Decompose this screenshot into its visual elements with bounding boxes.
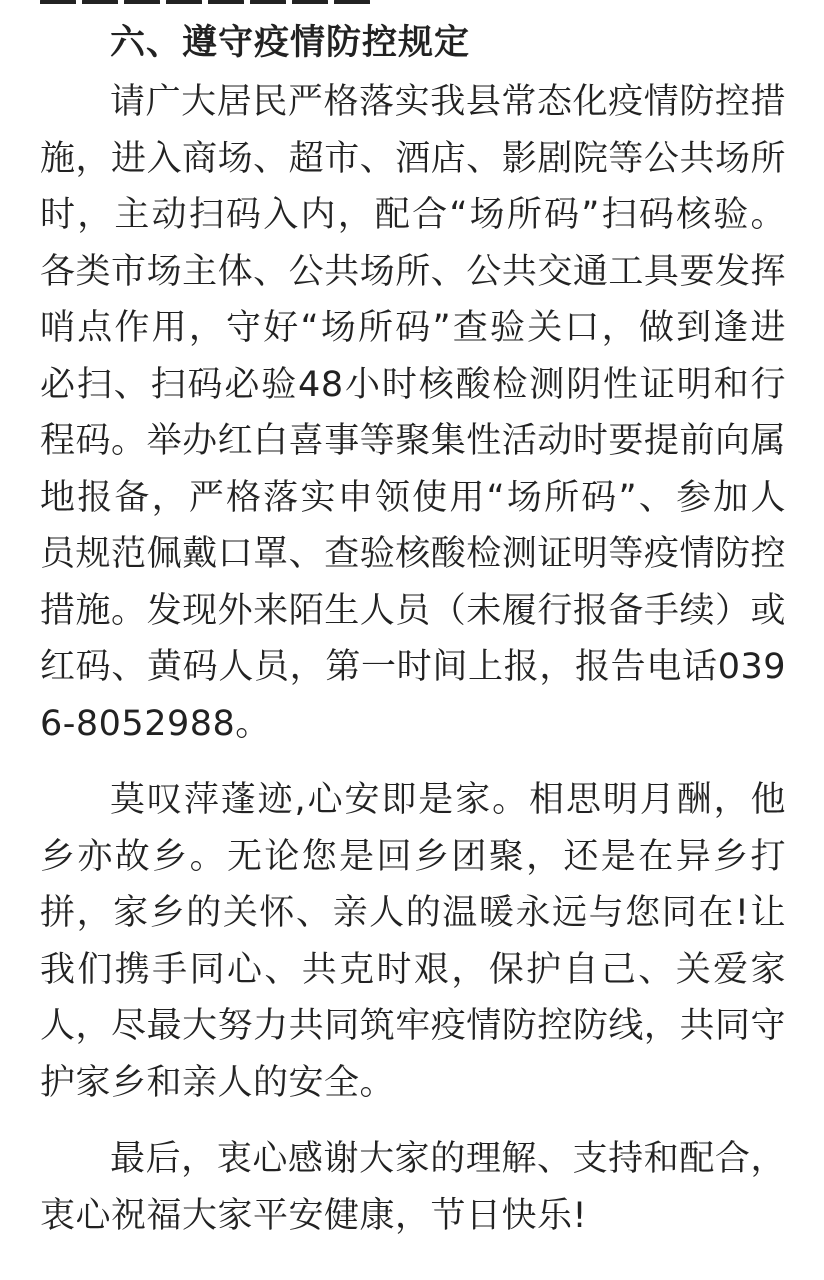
document-body (40, 14, 786, 1244)
cut-off-text-line (40, 0, 380, 4)
paragraph-hometown-message: 莫叹萍蓬迹,心安即是家。相思明月酬，他乡亦故乡。无论您是回乡团聚，还是在异乡打拼，家乡的关怀、亲人的温暖永远与您同在!让我们携手同心、共克时艰，保护自己、关爱家人，尽最大努力共同筑牢疫情防控防线，共同守护家乡和亲人的安全。 (40, 780, 786, 1103)
paragraph-closing-thanks: 最后，衷心感谢大家的理解、支持和配合，衷心祝福大家平安健康，节日快乐! (40, 1139, 786, 1236)
paragraph-epidemic-rules: 请广大居民严格落实我县常态化疫情防控措施，进入商场、超市、酒店、影剧院等公共场所时，主动扫码入内，配合“场所码”扫码核验。各类市场主体、公共场所、公共交通工具要发挥哨点作用，守好“场所码”查验关口，做到逢进必扫、扫码必验48小时核酸检测阴性证明和行程码。举办红白喜事等聚集性活动时要提前向属地报备，严格落实申领使用“场所码”、参加人员规范佩戴口罩、查验核酸检测证明等疫情防控措施。发现外来陌生人员（未履行报备手续）或红码、黄码人员，第一时间上报，报告电话0396-8052988。 (40, 82, 786, 744)
section-heading: 六、遵守疫情防控规定 (110, 23, 471, 63)
